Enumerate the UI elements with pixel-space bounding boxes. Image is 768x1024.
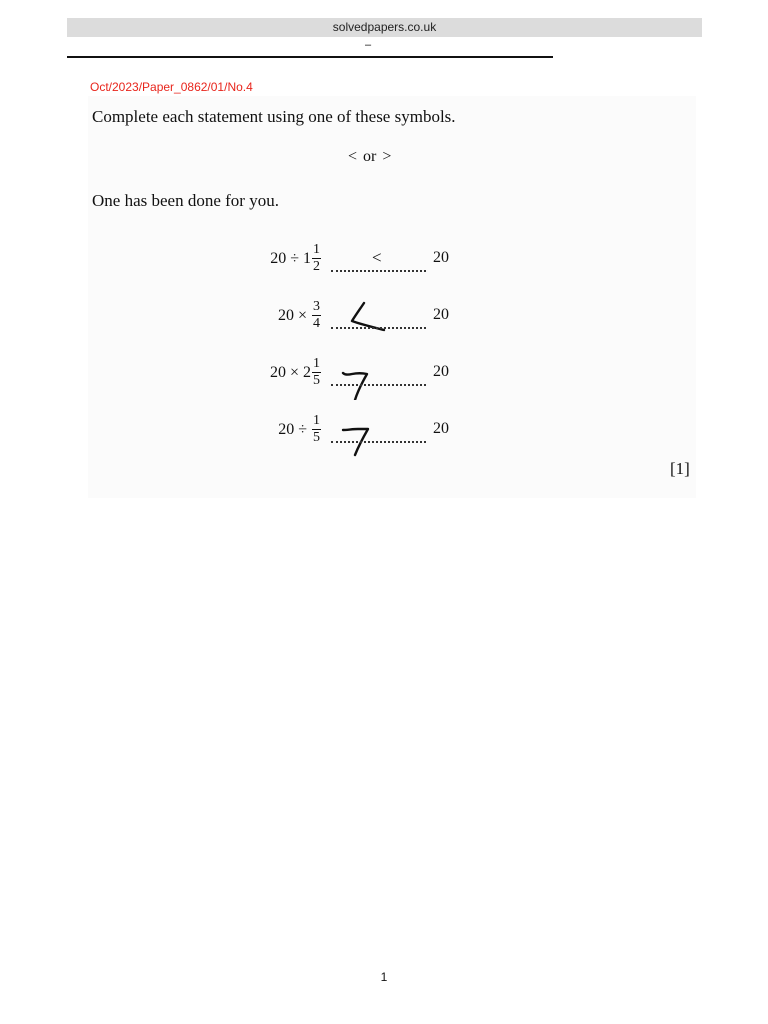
statement-row [0, 234, 768, 284]
answer-line [331, 270, 426, 272]
question-instruction: Complete each statement using one of these symbols. [92, 107, 456, 126]
statement-expression [270, 242, 321, 275]
rhs-value: 20 [433, 249, 449, 266]
fraction-numerator: 3 [313, 299, 320, 314]
fraction-numerator: 1 [313, 242, 320, 257]
answer-line [331, 441, 426, 443]
fraction [312, 242, 321, 275]
fraction-numerator: 1 [313, 356, 320, 371]
statement-expression [278, 413, 321, 446]
fraction [312, 413, 321, 446]
statement-expression [270, 356, 321, 389]
fraction-denominator: 5 [313, 373, 320, 388]
question-source-reference: Oct/2023/Paper_0862/01/No.4 [90, 80, 253, 94]
rhs-value: 20 [433, 306, 449, 323]
mixed-whole: 1 [303, 249, 311, 267]
symbol-choices: < or > [348, 148, 392, 165]
rhs-value: 20 [433, 420, 449, 437]
handwritten-greater-than-icon [340, 405, 386, 457]
fraction-denominator: 4 [313, 316, 320, 331]
lhs-whole: 20 [270, 249, 287, 267]
lhs-whole: 20 [278, 420, 295, 438]
header-divider [67, 56, 553, 58]
operator: × [289, 363, 299, 381]
operator: ÷ [298, 420, 307, 438]
handwritten-greater-than-icon [340, 348, 386, 400]
fraction [312, 356, 321, 389]
operator: ÷ [290, 249, 299, 267]
handwritten-less-than-icon [340, 291, 386, 343]
question-note: One has been done for you. [92, 191, 279, 210]
lhs-whole: 20 [269, 363, 286, 381]
statement-row [0, 405, 768, 455]
page-number: 1 [380, 970, 388, 984]
mixed-whole: 2 [303, 363, 311, 381]
statement-row [0, 348, 768, 398]
fraction-denominator: 2 [313, 259, 320, 274]
lhs-whole: 20 [277, 306, 294, 324]
operator: × [297, 306, 307, 324]
statement-expression [278, 299, 321, 332]
statement-row [0, 291, 768, 341]
site-header: solvedpapers.co.uk [67, 18, 702, 37]
answer-printed: < [372, 248, 382, 267]
fraction-denominator: 5 [313, 430, 320, 445]
fraction-numerator: 1 [313, 413, 320, 428]
answer-line [331, 384, 426, 386]
rhs-value: 20 [433, 363, 449, 380]
marks-label: [1] [670, 459, 690, 478]
fraction [312, 299, 321, 332]
header-mark: – [364, 39, 372, 51]
answer-line [331, 327, 426, 329]
